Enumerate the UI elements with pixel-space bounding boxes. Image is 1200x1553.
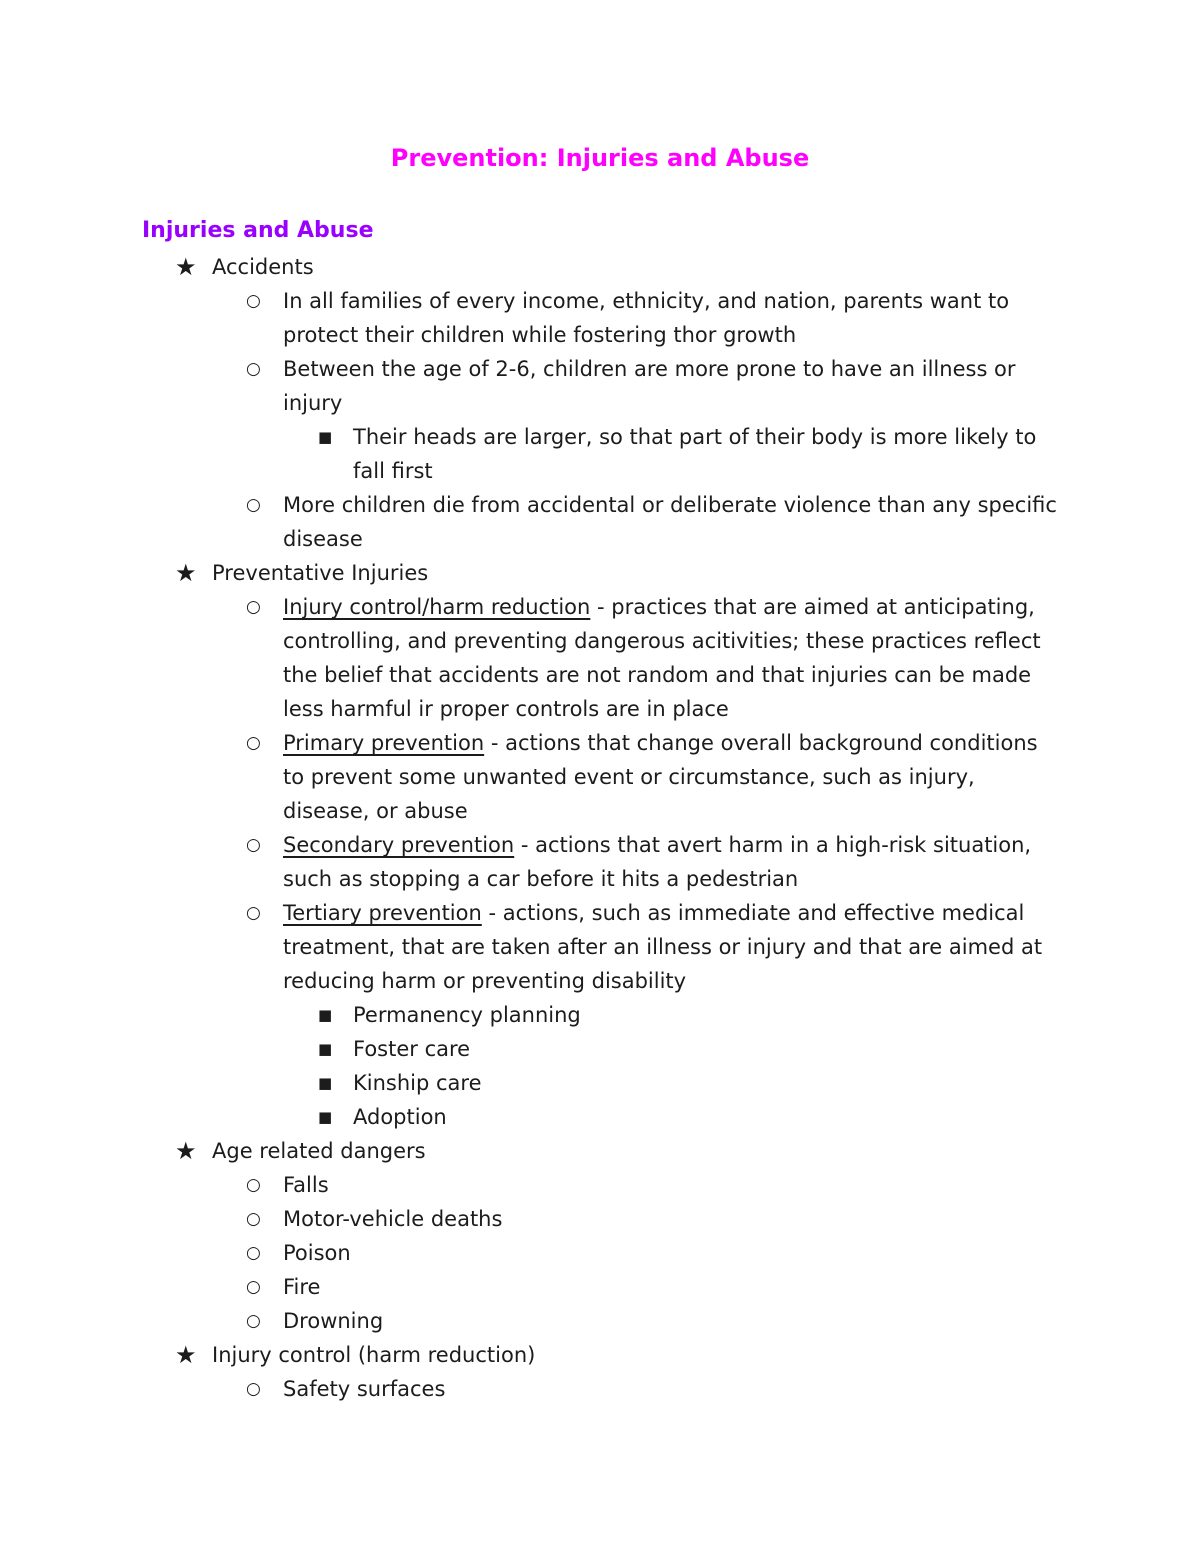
list-item-text: Poison (283, 1241, 351, 1265)
hollow-circle-bullet-icon: ○ (246, 1277, 261, 1297)
list-item-level-3 (0, 1100, 1073, 1134)
list-item-level-2 (0, 726, 1063, 828)
hollow-circle-bullet-icon: ○ (246, 597, 261, 617)
hollow-circle-bullet-icon: ○ (246, 733, 261, 753)
list-item-level-2 (0, 1168, 1063, 1202)
list-item-text: Safety surfaces (283, 1377, 446, 1401)
list-item-text: Adoption (353, 1105, 447, 1129)
list-item-level-3 (0, 1032, 1073, 1066)
list-item-level-1 (0, 556, 1092, 590)
hollow-circle-bullet-icon: ○ (246, 291, 261, 311)
definition-text: - actions that change overall background conditions to prevent some unwanted event or circumstance, such as injury, disease, or abuse (283, 731, 1038, 823)
square-bullet-icon: ■ (318, 1040, 333, 1058)
list-item-text: Permanency planning (353, 1003, 581, 1027)
definition-text: - practices that are aimed at anticipating, controlling, and preventing dangerous acitivities; these practices reflect the belief that accidents are not random and that injuries can be made less harmful ir proper controls are in place (283, 595, 1041, 721)
hollow-circle-bullet-icon: ○ (246, 1243, 261, 1263)
bulleted-outline (0, 250, 1200, 1406)
hollow-circle-bullet-icon: ○ (246, 359, 261, 379)
list-item-text: Drowning (283, 1309, 384, 1333)
list-item-level-1 (0, 1338, 1092, 1372)
list-item-level-2 (0, 1270, 1063, 1304)
defined-term: Primary prevention (283, 731, 485, 755)
defined-term: Tertiary prevention (283, 901, 482, 925)
hollow-circle-bullet-icon: ○ (246, 1311, 261, 1331)
list-item-text: In all families of every income, ethnicity, and nation, parents want to protect their children while fostering thor growth (283, 289, 1010, 347)
list-item-level-2 (0, 1202, 1063, 1236)
list-item-text: Motor-vehicle deaths (283, 1207, 503, 1231)
list-item-level-3 (0, 1066, 1073, 1100)
list-item-level-2 (0, 1372, 1063, 1406)
square-bullet-icon: ■ (318, 428, 333, 446)
star-bullet-icon: ★ (175, 559, 197, 587)
defined-term: Secondary prevention (283, 833, 515, 857)
list-item-text: Foster care (353, 1037, 471, 1061)
list-item-level-2 (0, 488, 1063, 556)
square-bullet-icon: ■ (318, 1006, 333, 1024)
hollow-circle-bullet-icon: ○ (246, 1209, 261, 1229)
list-item-level-2 (0, 896, 1063, 998)
hollow-circle-bullet-icon: ○ (246, 495, 261, 515)
list-item-level-2 (0, 828, 1063, 896)
list-item-text: Preventative Injuries (212, 561, 429, 585)
list-item-level-3 (0, 998, 1073, 1032)
star-bullet-icon: ★ (175, 1341, 197, 1369)
hollow-circle-bullet-icon: ○ (246, 835, 261, 855)
hollow-circle-bullet-icon: ○ (246, 1379, 261, 1399)
defined-term: Injury control/harm reduction (283, 595, 591, 619)
document-title: Prevention: Injuries and Abuse (390, 144, 810, 172)
list-item-level-2 (0, 1236, 1063, 1270)
list-item-text: Their heads are larger, so that part of their body is more likely to fall first (353, 425, 1037, 483)
hollow-circle-bullet-icon: ○ (246, 903, 261, 923)
list-item-text: Fire (283, 1275, 321, 1299)
star-bullet-icon: ★ (175, 253, 197, 281)
list-item-level-1 (0, 1134, 1092, 1168)
definition-text: - actions, such as immediate and effective medical treatment, that are taken after an illness or injury and that are aimed at reducing harm or preventing disability (283, 901, 1043, 993)
list-item-level-2 (0, 1304, 1063, 1338)
list-item-text: More children die from accidental or deliberate violence than any specific disease (283, 493, 1057, 551)
definition-text: - actions that avert harm in a high-risk situation, such as stopping a car before it hits a pedestrian (283, 833, 1032, 891)
list-item-level-1 (0, 250, 1092, 284)
list-item-text: Kinship care (353, 1071, 482, 1095)
list-item-text: Falls (283, 1173, 329, 1197)
section-heading: Injuries and Abuse (142, 218, 374, 243)
square-bullet-icon: ■ (318, 1074, 333, 1092)
list-item-text: Between the age of 2-6, children are more prone to have an illness or injury (283, 357, 1016, 415)
list-item-level-2 (0, 352, 1063, 420)
hollow-circle-bullet-icon: ○ (246, 1175, 261, 1195)
list-item-level-2 (0, 590, 1063, 726)
square-bullet-icon: ■ (318, 1108, 333, 1126)
star-bullet-icon: ★ (175, 1137, 197, 1165)
list-item-level-3 (0, 420, 1073, 488)
list-item-text: Age related dangers (212, 1139, 426, 1163)
list-item-text: Accidents (212, 255, 314, 279)
list-item-level-2 (0, 284, 1063, 352)
list-item-text: Injury control (harm reduction) (212, 1343, 536, 1367)
